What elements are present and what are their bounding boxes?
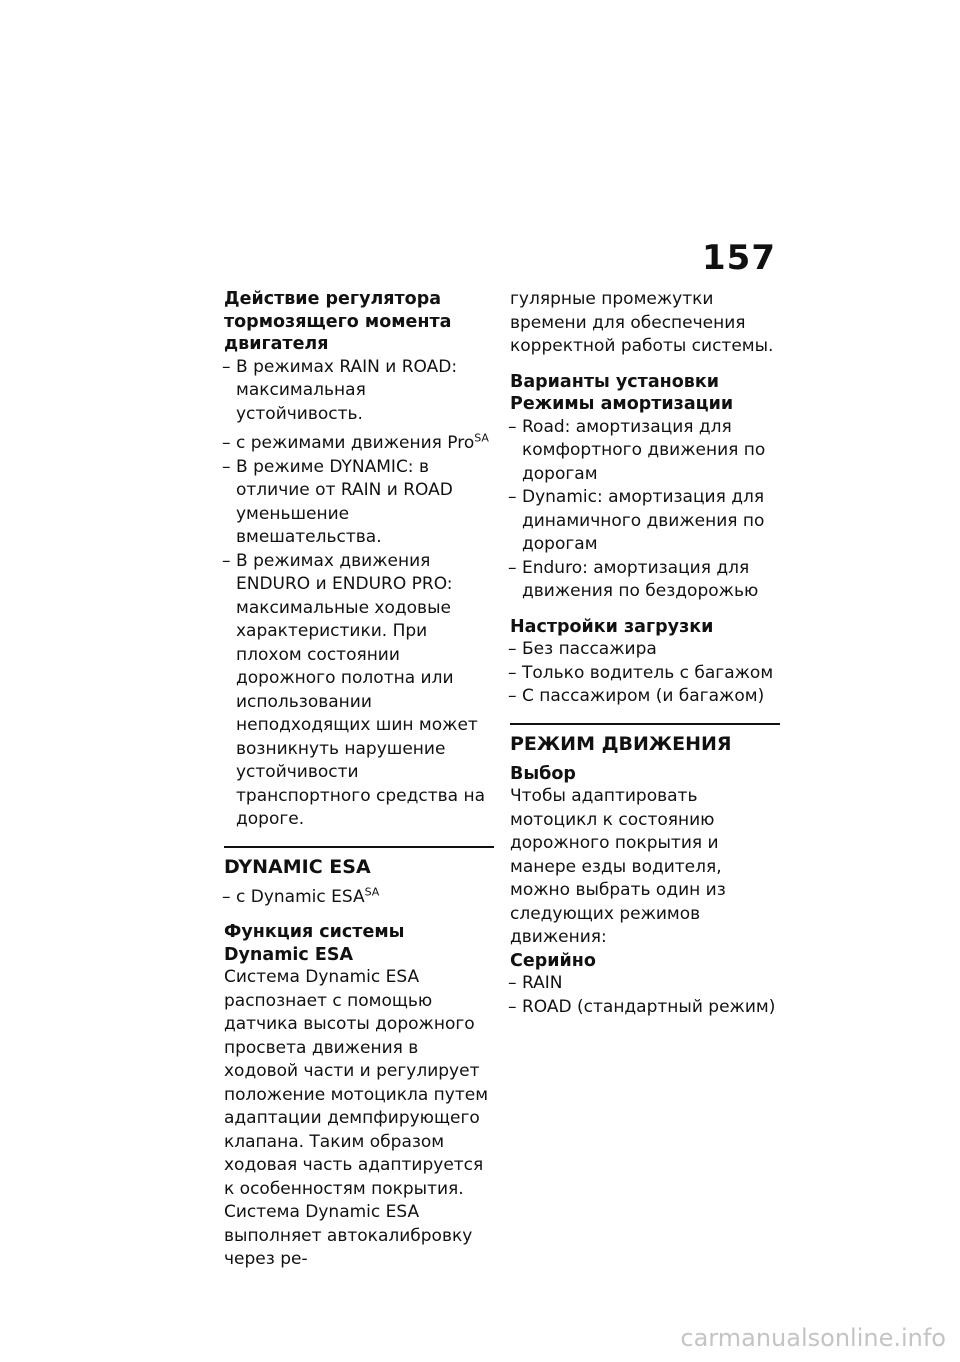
watermark: carmanualsonline.info	[680, 1324, 946, 1352]
section-riding-mode	[510, 723, 780, 1020]
pro-modes-list	[224, 432, 494, 832]
list-item: – Road: амортизация для комфортного движения по дорогам	[510, 416, 780, 487]
page-number: 157	[702, 238, 776, 278]
damping-list	[510, 416, 780, 604]
list-item: – RAIN	[510, 972, 780, 996]
list-item: – В режиме DYNAMIC: в отличие от RAIN и ROAD уменьшение вмешательства.	[224, 456, 494, 550]
select-description: Чтобы адаптировать мотоцикл к состоянию дорожного покрытия и манере езды водителя, можно выбрать один из следующих режимов движения:	[510, 786, 726, 947]
load-list	[510, 638, 780, 709]
section-title: РЕЖИМ ДВИЖЕНИЯ	[510, 732, 732, 755]
sa-marker: SA	[364, 884, 380, 898]
list-item: – Dynamic: амортизация для динамичного движения по дорогам	[510, 486, 780, 557]
heading-damping: Режимы амортизации	[510, 394, 734, 414]
list-item: – Только водитель с багажом	[510, 662, 780, 686]
esa-description-continued: гулярные промежутки времени для обеспечения корректной работы системы.	[510, 289, 774, 356]
engine-brake-list	[224, 356, 494, 427]
heading-engine-brake: Действие регулятора тормозящего момента двигателя	[224, 289, 452, 354]
right-column	[510, 288, 780, 1019]
section-dynamic-esa	[224, 846, 494, 1272]
sa-marker: SA	[474, 431, 489, 445]
heading-select: Выбор	[510, 763, 576, 784]
left-column	[224, 288, 494, 1272]
esa-description: Система Dynamic ESA распознает с помощью датчика высоты дорожного просвета движения в ходовой части и регулирует положение мотоцикла путем адаптации демпфирующего клапана. Таким образом ходовая часть адаптируется к особенностям покрытия. Система Dynamic ESA выполняет автокалибровку через ре-	[224, 967, 489, 1269]
heading-load: Настройки загрузки	[510, 616, 714, 637]
heading-esa-function: Функция системы Dynamic ESA	[224, 922, 405, 965]
section-title: DYNAMIC ESA	[224, 855, 371, 878]
modes-list	[510, 972, 780, 1019]
list-item: – Без пассажира	[510, 638, 780, 662]
list-item: – ROAD (стандартный режим)	[510, 996, 780, 1020]
dynamic-esa-list	[224, 886, 494, 910]
list-item: – В режимах движения ENDURO и ENDURO PRO: максимальные ходовые характеристики. При плохом состоянии дорожного полотна или использовании неподходящих шин может возникнуть нарушение устойчивости транспортного средства на дороге.	[224, 550, 494, 832]
list-item: – с Dynamic $ESA^{SA}$	[224, 886, 494, 910]
list-item: – с режимами движения Pro$^{SA}$	[224, 432, 494, 456]
heading-settings: Варианты установки	[510, 371, 719, 392]
heading-standard: Серийно	[510, 950, 596, 971]
list-item: – С пассажиром (и багажом)	[510, 685, 780, 709]
list-item: – В режимах RAIN и ROAD: максимальная устойчивость.	[224, 356, 494, 427]
list-item: – Enduro: амортизация для движения по бездорожью	[510, 557, 780, 604]
